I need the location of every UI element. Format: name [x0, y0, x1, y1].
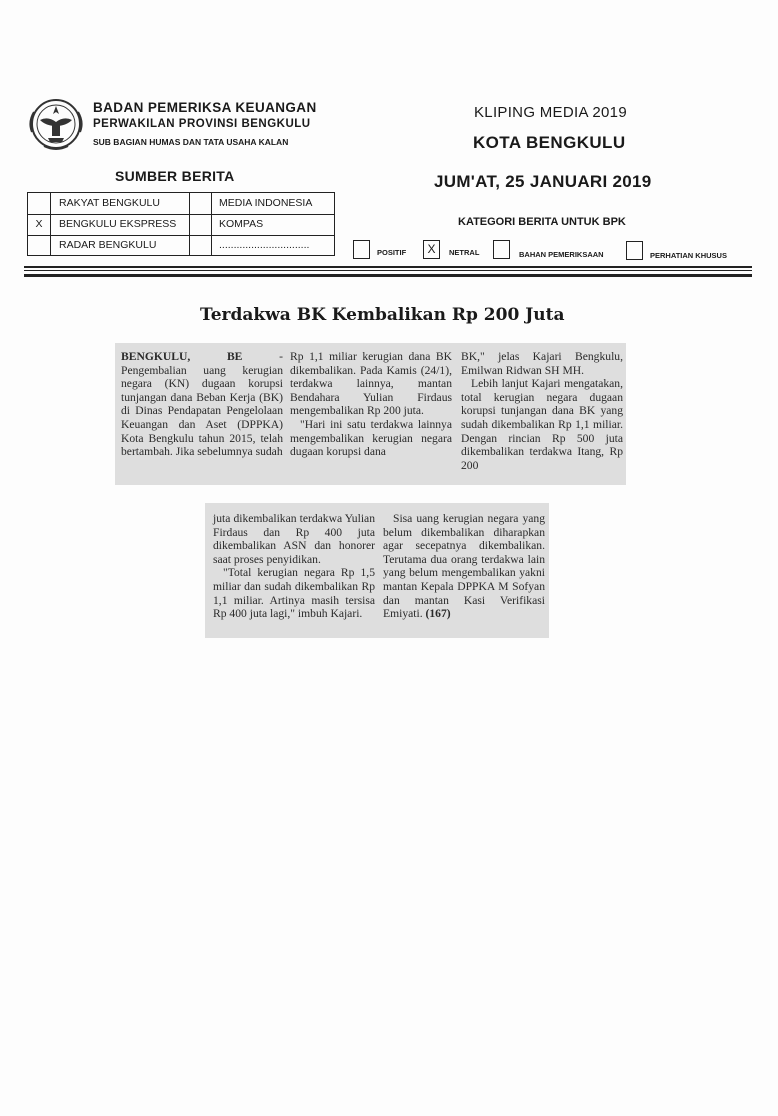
source-checkbox — [28, 193, 51, 214]
article-column — [213, 512, 375, 621]
source-name: RADAR BENGKULU — [59, 239, 157, 251]
source-checkbox — [189, 214, 212, 235]
article-paragraph: "Total kerugian negara Rp 1,5 miliar dan sudah dikembalikan Rp 1,1 miliar. Artinya masih tersisa Rp 400 juta lagi," imbuh Kajari. — [213, 566, 375, 621]
source-name: MEDIA INDONESIA — [219, 197, 313, 209]
category-checkbox-bahan — [493, 240, 510, 259]
article-paragraph: Lebih lanjut Kajari mengatakan, total kerugian negara dugaan korupsi tunjangan dana BK yang sudah dikembalikan Rp 1,1 miliar. Dengan rincian Rp 500 juta dikembalikan terdakwa Itang, Rp 200 — [461, 377, 623, 472]
article-paragraph: juta dikembalikan terdakwa Yulian Firdaus dan Rp 400 juta dikembalikan ASN dan honorer saat proses penyidikan. — [213, 512, 375, 566]
source-name: RAKYAT BENGKULU — [59, 197, 160, 209]
article-dateline: BENGKULU, BE — [121, 350, 243, 363]
source-row — [28, 193, 334, 214]
source-title: SUMBER BERITA — [115, 168, 235, 184]
article-column — [290, 350, 452, 459]
category-title: KATEGORI BERITA UNTUK BPK — [458, 216, 626, 228]
article-paragraph: - Pengembalian uang kerugian negara (KN) dugaan korupsi tunjangan dana Beban Kerja (BK) di Dinas Pendapatan Pengelolaan Keuangan dan Aset (DPPKA) Kota Bengkulu tahun 2015, telah bertambah. Jika sebelumnya sudah — [121, 350, 283, 459]
category-label: NETRAL — [449, 248, 480, 257]
article-signoff: (167) — [425, 607, 451, 621]
source-row — [28, 235, 334, 256]
source-name: KOMPAS — [219, 218, 264, 230]
org-branch: PERWAKILAN PROVINSI BENGKULU — [93, 118, 311, 130]
article-headline: Terdakwa BK Kembalikan Rp 200 Juta — [200, 305, 565, 325]
category-label: PERHATIAN KHUSUS — [650, 251, 727, 260]
header-rule — [24, 270, 752, 271]
article-column — [461, 350, 623, 472]
category-checkbox-khusus — [626, 241, 643, 260]
source-row — [28, 214, 334, 235]
article-column — [121, 350, 283, 459]
article-paragraph: BK," jelas Kajari Bengkulu, Emilwan Ridwan SH MH. — [461, 350, 623, 377]
category-label: BAHAN PEMERIKSAAN — [519, 250, 604, 259]
category-label: POSITIF — [377, 248, 407, 257]
source-checkbox: X — [28, 214, 51, 235]
source-checkbox — [189, 235, 212, 256]
article-column — [383, 512, 545, 621]
kliping-title: KLIPING MEDIA 2019 — [474, 104, 627, 121]
bpk-logo — [26, 92, 86, 154]
clip-date: JUM'AT, 25 JANUARI 2019 — [434, 172, 652, 191]
source-name: ............................... — [219, 239, 310, 251]
article-paragraph: Sisa uang kerugian negara yang belum dikembalikan diharapkan agar secepatnya dikembalikan. Terutama dua orang terdakwa lain yang belum mengembalikan yakni mantan Kepala DPPKA M Sofyan dan mantan Kasi Verifikasi Emiyati. — [383, 512, 545, 621]
header-rule — [24, 266, 752, 268]
category-checkbox-positif — [353, 240, 370, 259]
org-name: BADAN PEMERIKSA KEUANGAN — [93, 100, 317, 115]
source-table — [27, 192, 335, 256]
header-rule — [24, 274, 752, 277]
source-name: BENGKULU EKSPRESS — [59, 218, 177, 230]
org-subdivision: SUB BAGIAN HUMAS DAN TATA USAHA KALAN — [93, 137, 289, 147]
city-title: KOTA BENGKULU — [473, 133, 626, 152]
article-paragraph: Rp 1,1 miliar kerugian dana BK dikembalikan. Pada Kamis (24/1), terdakwa lainnya, mantan Bendahara Yulian Firdaus mengembalikan Rp 200 juta. — [290, 350, 452, 418]
source-checkbox — [189, 193, 212, 214]
article-paragraph: "Hari ini satu terdakwa lainnya mengembalikan kerugian negara dugaan korupsi dana — [290, 417, 452, 459]
category-checkbox-netral: X — [423, 240, 440, 259]
source-checkbox — [28, 235, 51, 256]
